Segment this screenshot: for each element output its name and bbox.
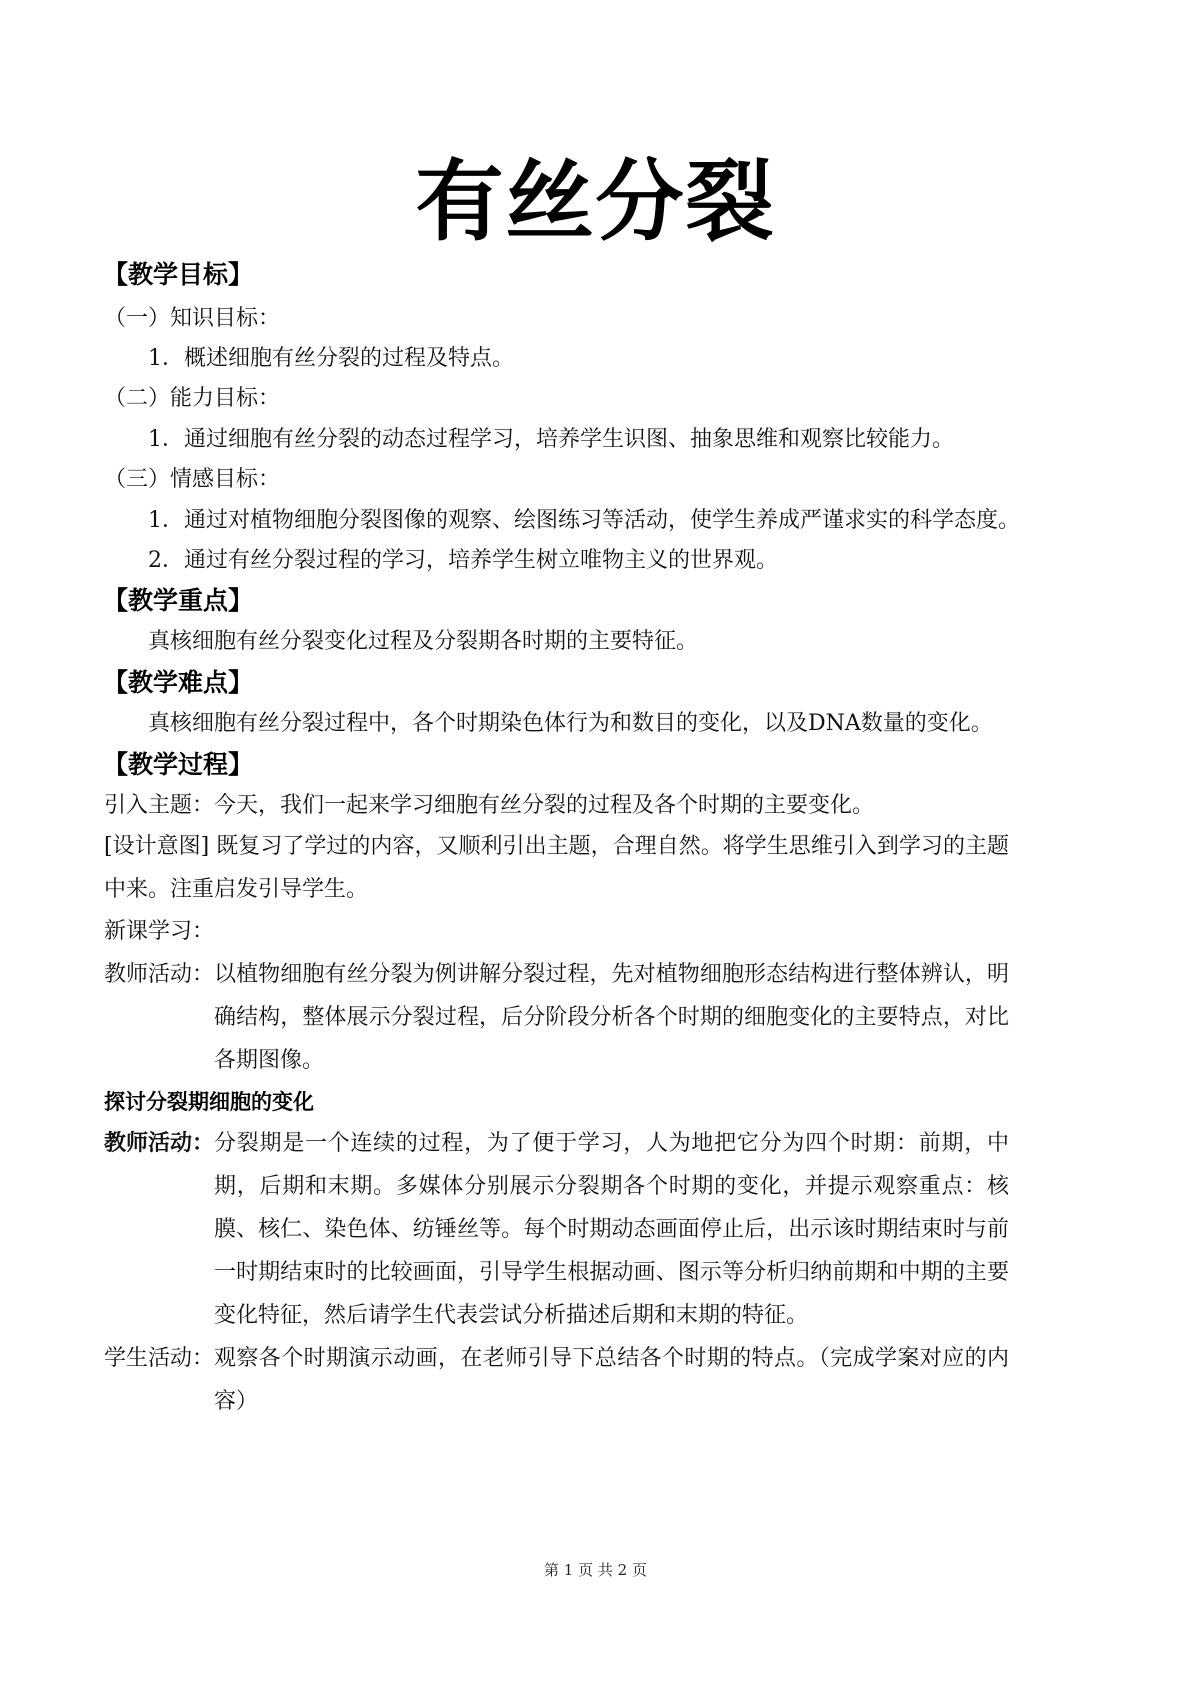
knowledge-objective-label: （一）知识目标： <box>104 306 281 331</box>
teacher-activity-1-label: 教师活动： <box>104 962 215 987</box>
objectives-heading: 【教学目标】 <box>103 260 254 289</box>
key-points-text: 真核细胞有丝分裂变化过程及分裂期各时期的主要特征。 <box>148 629 699 654</box>
process-heading: 【教学过程】 <box>103 750 254 779</box>
design-intent-paragraph: [设计意图] 既复习了学过的内容，又顺利引出主题，合理自然。将学生思维引入到学习的主题中来。注重启发引导学生。 <box>104 834 1009 902</box>
ability-objective-label: （二）能力目标： <box>104 386 281 411</box>
discussion-subheading: 探讨分裂期细胞的变化 <box>104 1090 314 1114</box>
difficulties-heading: 【教学难点】 <box>103 668 254 697</box>
student-activity-label: 学生活动： <box>104 1346 215 1371</box>
knowledge-objective-item: 1．概述细胞有丝分裂的过程及特点。 <box>148 346 514 371</box>
teacher-activity-2-text: 分裂期是一个连续的过程，为了便于学习，人为地把它分为四个时期：前期，中期，后期和末期。多媒体分别展示分裂期各个时期的变化，并提示观察重点：核膜、核仁、染色体、纺锤丝等。每个时期动态画面停止后，出示该时期结束时与前一时期结束时的比较画面，引导学生根据动画、图示等分析归纳前期和中期的主要变化特征，然后请学生代表尝试分析描述后期和末期的特征。 <box>214 1131 1009 1328</box>
teacher-activity-1-text: 以植物细胞有丝分裂为例讲解分裂过程，先对植物细胞形态结构进行整体辨认，明确结构，整体展示分裂过程，后分阶段分析各个时期的细胞变化的主要特点，对比各期图像。 <box>214 962 1009 1073</box>
emotion-objective-label: （三）情感目标： <box>104 467 281 492</box>
difficulties-text: 真核细胞有丝分裂过程中，各个时期染色体行为和数目的变化，以及DNA数量的变化。 <box>148 711 993 736</box>
new-lesson-label: 新课学习： <box>104 919 215 944</box>
page-title: 有丝分裂 <box>415 150 776 253</box>
page-footer: 第 1 页 共 2 页 <box>544 1561 647 1579</box>
teacher-activity-2-label: 教师活动： <box>104 1131 215 1156</box>
key-points-heading: 【教学重点】 <box>103 586 254 615</box>
student-activity-text: 观察各个时期演示动画，在老师引导下总结各个时期的特点。（完成学案对应的内容） <box>214 1346 1009 1414</box>
ability-objective-item: 1．通过细胞有丝分裂的动态过程学习，培养学生识图、抽象思维和观察比较能力。 <box>148 427 954 452</box>
emotion-objective-item-1: 1．通过对植物细胞分裂图像的观察、绘图练习等活动，使学生养成严谨求实的科学态度。 <box>148 508 1021 533</box>
emotion-objective-item-2: 2．通过有丝分裂过程的学习，培养学生树立唯物主义的世界观。 <box>148 548 778 573</box>
process-intro: 引入主题：今天，我们一起来学习细胞有丝分裂的过程及各个时期的主要变化。 <box>104 793 875 818</box>
